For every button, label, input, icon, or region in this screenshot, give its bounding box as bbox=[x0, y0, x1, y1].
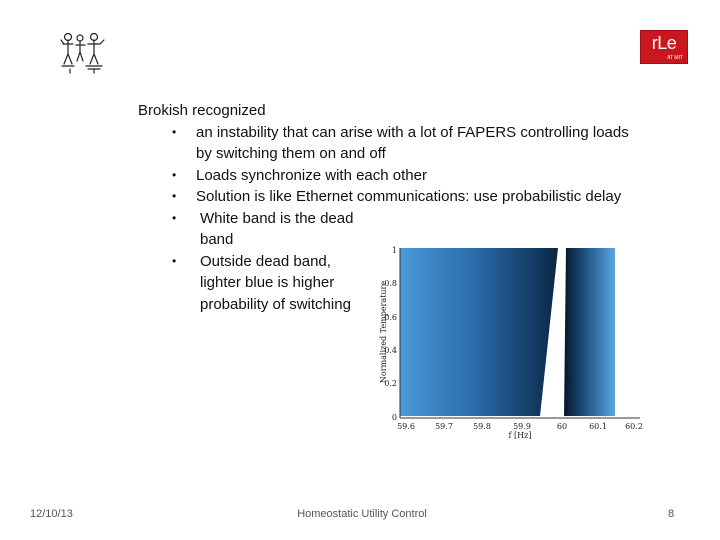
x-tick-label: 60.1 bbox=[589, 422, 607, 431]
heatmap-right-region bbox=[565, 248, 615, 416]
x-tick-label: 59.8 bbox=[473, 422, 491, 431]
bullet-dot-icon: • bbox=[172, 253, 177, 268]
bullet-item bbox=[138, 251, 370, 316]
x-axis-label: f [Hz] bbox=[508, 431, 532, 440]
bullet-item bbox=[138, 165, 638, 187]
bullet-dot-icon: • bbox=[172, 124, 177, 139]
y-tick-label: 0.2 bbox=[384, 379, 397, 388]
rle-logo-subtext: AT MIT bbox=[667, 55, 683, 61]
y-tick-label: 0 bbox=[391, 413, 397, 422]
x-tick-label: 60 bbox=[556, 422, 568, 431]
x-tick-label: 59.7 bbox=[435, 422, 453, 431]
bullet-text: Solution is like Ethernet communications: use probabilistic delay bbox=[196, 188, 622, 205]
bullet-item bbox=[138, 208, 370, 251]
y-tick-label: 0.6 bbox=[384, 313, 397, 322]
y-axis-label: Normalized Temperature bbox=[379, 280, 388, 384]
x-tick-label: 59.9 bbox=[513, 422, 531, 431]
y-tick-label: 0.4 bbox=[384, 346, 397, 355]
rle-logo-text: rLe bbox=[651, 33, 677, 53]
bullet-text: White band is the dead band bbox=[200, 209, 354, 248]
bullet-dot-icon: • bbox=[172, 189, 177, 203]
footer-page-number: 8 bbox=[668, 508, 675, 520]
bullet-item bbox=[138, 186, 638, 208]
bullet-text: Outside dead band, lighter blue is higher probability of switching bbox=[200, 252, 351, 313]
rle-logo bbox=[640, 30, 688, 64]
figures-sketch-icon bbox=[58, 30, 108, 74]
y-tick-label: 1 bbox=[391, 246, 397, 255]
bullet-item bbox=[138, 122, 638, 165]
x-tick-label: 60.2 bbox=[625, 422, 643, 431]
bullet-text: Loads synchronize with each other bbox=[196, 166, 427, 184]
x-tick-label: 59.6 bbox=[397, 422, 415, 431]
y-tick-label: 0.8 bbox=[384, 279, 397, 288]
heatmap-svg bbox=[370, 240, 650, 440]
slide-heading: Brokish recognized bbox=[138, 102, 266, 119]
footer-title: Homeostatic Utility Control bbox=[297, 508, 427, 520]
bullet-text: an instability that can arise with a lot of FAPERS controlling loads by switching them on and off bbox=[196, 123, 629, 162]
institution-logo-left bbox=[58, 30, 108, 74]
footer-date: 12/10/13 bbox=[30, 508, 73, 520]
bullet-dot-icon: • bbox=[172, 167, 177, 182]
bullet-dot-icon: • bbox=[172, 210, 177, 225]
probability-heatmap-figure bbox=[370, 240, 650, 440]
